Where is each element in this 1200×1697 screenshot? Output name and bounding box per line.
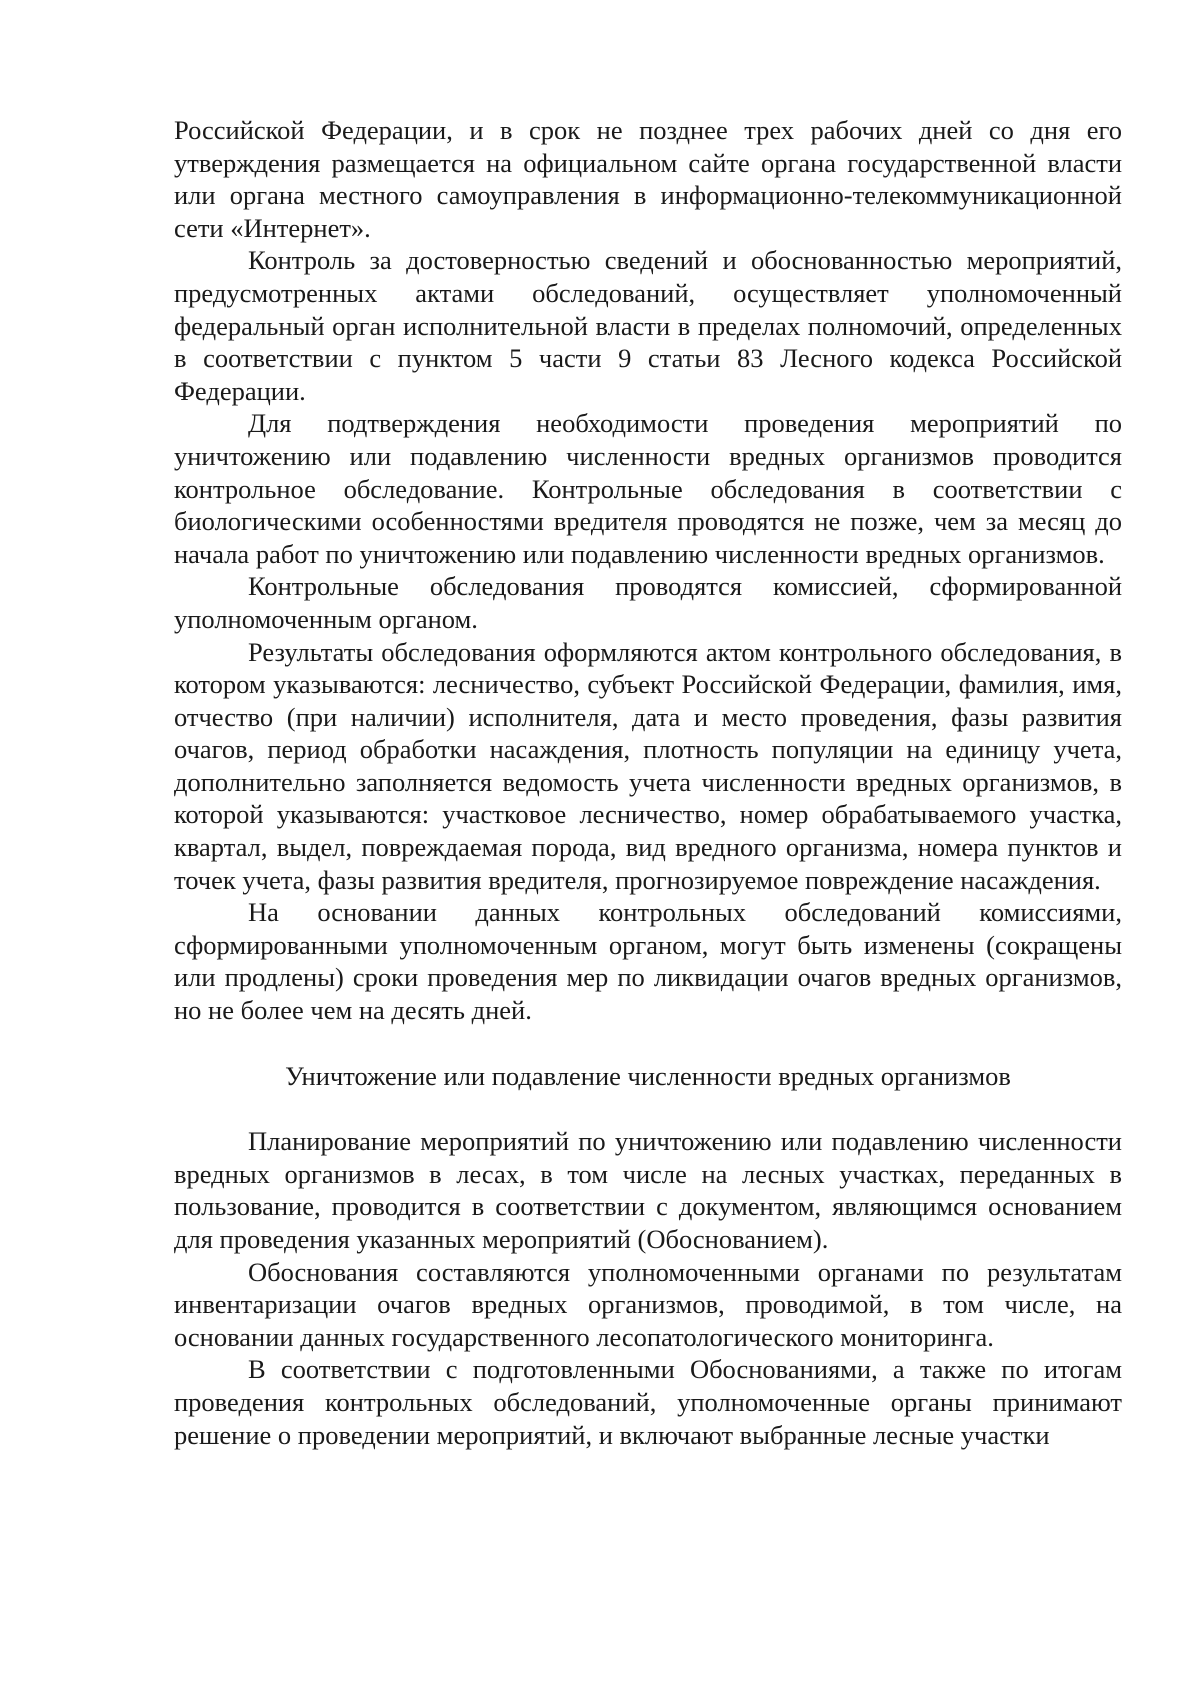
paragraph-justifications: Обоснования составляются уполномоченными органами по результатам инвентаризации очагов вредных организмов, проводимой, в том числе, на основании данных государственного лесопатологического мониторинга. bbox=[174, 1256, 1122, 1352]
paragraph-decision: В соответствии с подготовленными Обоснованиями, а также по итогам проведения контрольных обследований, уполномоченные органы принимают решение о проведении мероприятий, и включают выбранные лесные участки bbox=[174, 1354, 1122, 1450]
paragraph-commission: Контрольные обследования проводятся комиссией, сформированной уполномоченным органом. bbox=[174, 571, 1122, 634]
section-heading: Уничтожение или подавление численности вредных организмов bbox=[285, 1060, 1011, 1091]
paragraph-control-oversight: Контроль за достоверностью сведений и обоснованностью мероприятий, предусмотренных актами обследований, осуществляет уполномоченный федеральный орган исполнительной власти в пределах полномочий, определенных в соответствии с пунктом 5 части 9 статьи 83 Лесного кодекса Российской Федерации. bbox=[174, 245, 1122, 406]
paragraph-planning: Планирование мероприятий по уничтожению или подавлению численности вредных организмов в лесах, в том числе на лесных участках, переданных в пользование, проводится в соответствии с документом, являющимся основанием для проведения указанных мероприятий (Обоснованием). bbox=[174, 1126, 1122, 1254]
document-page bbox=[174, 114, 1122, 1451]
paragraph-continuation: Российской Федерации, и в срок не позднее трех рабочих дней со дня его утверждения размещается на официальном сайте органа государственной власти или органа местного самоуправления в информационно-телекоммуникационной сети «Интернет». bbox=[174, 115, 1122, 243]
paragraph-deadline-change: На основании данных контрольных обследований комиссиями, сформированными уполномоченным органом, могут быть изменены (сокращены или продлены) сроки проведения мер по ликвидации очагов вредных организмов, но не более чем на десять дней. bbox=[174, 897, 1122, 1026]
paragraph-survey-results: Результаты обследования оформляются актом контрольного обследования, в котором указываются: лесничество, субъект Российской Федерации, фамилия, имя, отчество (при наличии) исполнителя, дата и место проведения, фазы развития очагов, период обработки насаждения, плотность популяции на единицу учета, дополнительно заполняется ведомость учета численности вредных организмов, в которой указываются: участковое лесничество, номер обрабатываемого участка, квартал, выдел, повреждаемая порода, вид вредного организма, номера пунктов и точек учета, фазы развития вредителя, прогнозируемое повреждение насаждения. bbox=[174, 636, 1122, 895]
paragraph-control-survey: Для подтверждения необходимости проведения мероприятий по уничтожению или подавлению численности вредных организмов проводится контрольное обследование. Контрольные обследования в соответствии с биологическими особенностями вредителя проводятся не позже, чем за месяц до начала работ по уничтожению или подавлению численности вредных организмов. bbox=[174, 408, 1122, 569]
